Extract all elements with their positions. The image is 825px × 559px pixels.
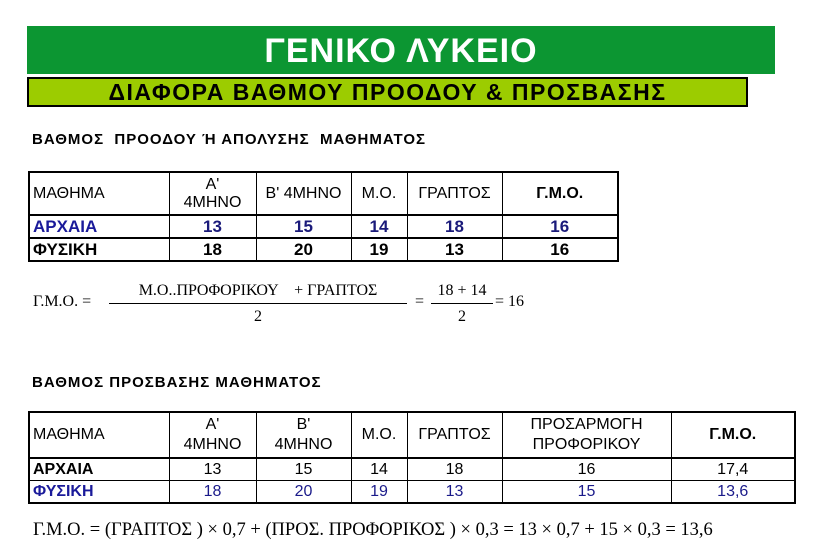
formula-access: Γ.Μ.Ο. = (ΓΡΑΠΤΟΣ ) × 0,7 + (ΠΡΟΣ. ΠΡΟΦΟΡΙΚΟΣ ) × 0,3 = 13 × 0,7 + 15 × 0,3 = 13,6 (33, 520, 713, 540)
table-row (29, 238, 618, 261)
header-written: ΓΡΑΠΤΟΣ (407, 172, 502, 215)
header-subject: ΜΑΘΗΜΑ (29, 172, 169, 215)
formula-denominator: 2 (254, 308, 262, 325)
formula-equals: = (415, 293, 425, 310)
header-oral-adjustment: ΠΡΟΣΑΡΜΟΓΗ ΠΡΟΦΟΡΙΚΟΥ (502, 412, 671, 458)
formula-denominator-values: 2 (458, 308, 466, 325)
header-gmo: Γ.Μ.Ο. (671, 412, 795, 458)
header-term-a: Α' 4ΜΗΝΟ (169, 412, 256, 458)
table-header-row (29, 172, 618, 215)
term-a-grade: 18 (169, 481, 256, 504)
written-grade: 13 (407, 238, 502, 261)
term-a-grade: 13 (169, 215, 256, 238)
written-grade: 18 (407, 458, 502, 481)
formula-result: = 16 (495, 293, 525, 310)
written-grade: 18 (407, 215, 502, 238)
header-term-b: Β' 4ΜΗΝΟ (256, 172, 351, 215)
header-subject: ΜΑΘΗΜΑ (29, 412, 169, 458)
term-b-grade: 15 (256, 458, 351, 481)
progress-grade-table (28, 171, 619, 262)
gmo-grade: 16 (502, 215, 618, 238)
term-b-grade: 20 (256, 238, 351, 261)
subject-name: ΦΥΣΙΚΗ (29, 481, 169, 504)
table-row (29, 215, 618, 238)
section2-title: ΒΑΘΜΟΣ ΠΡΟΣΒΑΣΗΣ ΜΑΘΗΜΑΤΟΣ (32, 374, 322, 391)
term-a-grade: 13 (169, 458, 256, 481)
average-grade: 14 (351, 458, 407, 481)
written-grade: 13 (407, 481, 502, 504)
term-b-grade: 20 (256, 481, 351, 504)
gmo-grade: 16 (502, 238, 618, 261)
average-grade: 14 (351, 215, 407, 238)
formula-lhs: Γ.Μ.Ο. = (33, 293, 92, 310)
table-row (29, 458, 795, 481)
header-written: ΓΡΑΠΤΟΣ (407, 412, 502, 458)
gmo-grade: 17,4 (671, 458, 795, 481)
table-row (29, 481, 795, 504)
oral-adjustment-grade: 16 (502, 458, 671, 481)
gmo-grade: 13,6 (671, 481, 795, 504)
header-average: Μ.Ο. (351, 172, 407, 215)
page-subtitle: ΔΙΑΦΟΡΑ ΒΑΘΜΟΥ ΠΡΟΟΔΟΥ & ΠΡΟΣΒΑΣΗΣ (27, 77, 748, 107)
formula-numerator-values: 18 + 14 (437, 282, 487, 299)
formula-fraction (109, 282, 407, 326)
formula-numerator: Μ.Ο..ΠΡΟΦΟΡΙΚΟΥ + ΓΡΑΠΤΟΣ (138, 282, 378, 299)
access-grade-table (28, 411, 796, 504)
header-term-b: Β' 4ΜΗΝΟ (256, 412, 351, 458)
term-b-grade: 15 (256, 215, 351, 238)
header-average: Μ.Ο. (351, 412, 407, 458)
oral-adjustment-grade: 15 (502, 481, 671, 504)
average-grade: 19 (351, 238, 407, 261)
header-gmo: Γ.Μ.Ο. (502, 172, 618, 215)
section1-title: ΒΑΘΜΟΣ ΠΡΟΟΔΟΥ Ή ΑΠΟΛΥΣΗΣ ΜΑΘΗΜΑΤΟΣ (32, 131, 427, 148)
average-grade: 19 (351, 481, 407, 504)
formula-fraction-values (431, 282, 493, 326)
term-a-grade: 18 (169, 238, 256, 261)
header-term-a: Α' 4ΜΗΝΟ (169, 172, 256, 215)
subject-name: ΦΥΣΙΚΗ (29, 238, 169, 261)
page-title: ΓΕΝΙΚΟ ΛΥΚΕΙΟ (27, 26, 775, 74)
table-header-row (29, 412, 795, 458)
subject-name: ΑΡΧΑΙΑ (29, 458, 169, 481)
subject-name: ΑΡΧΑΙΑ (29, 215, 169, 238)
